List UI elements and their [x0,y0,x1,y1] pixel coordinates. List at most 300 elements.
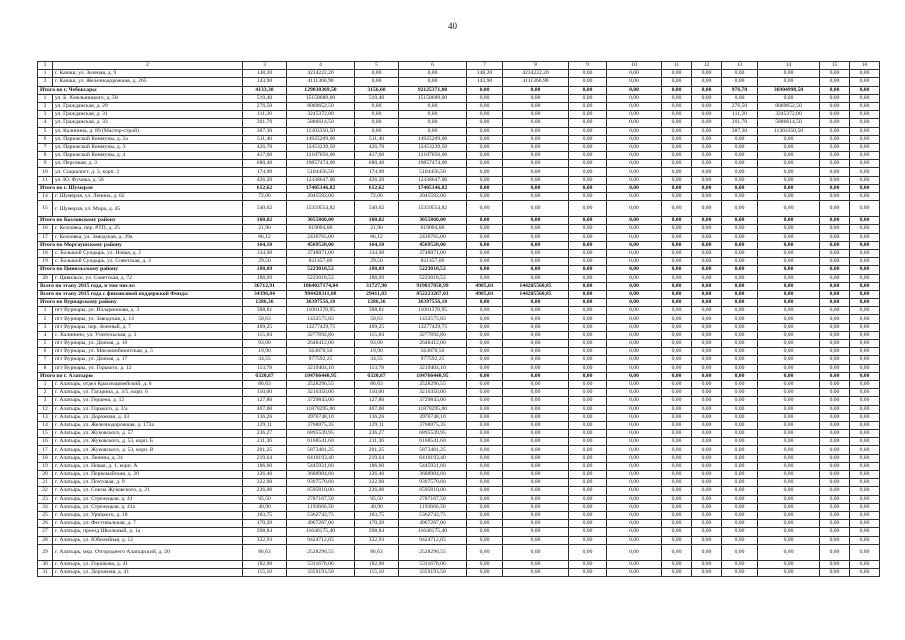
value-cell: 0,00 [662,438,692,446]
value-cell: 0,00 [692,111,722,119]
value-cell: 0,00 [467,413,503,421]
value-cell: 0,00 [662,193,692,201]
value-cell: 201,25 [355,446,399,454]
value-cell: 0,00 [467,160,503,168]
address-cell: ул. Парижской Коммуны, д. 3 [53,143,243,151]
value-cell: 0,00 [692,193,722,201]
subtotal-row [38,217,880,225]
row-number: 16 [38,438,53,446]
address-cell: г. Алатырь, ул. Дорожная, д. 43 [53,413,243,421]
value-cell: 0,00 [467,454,503,462]
table-row [38,568,880,576]
value-cell: 0,00 [758,307,820,315]
value-cell: 0,00 [820,446,850,454]
row-number: 15 [38,430,53,438]
value-cell: 0,00 [692,536,722,544]
value-cell: 0,00 [758,135,820,143]
value-cell: 0,00 [722,266,758,274]
value-cell: 6595810,00 [287,487,355,495]
value-cell: 0,00 [820,249,850,257]
value-cell: 398,84 [243,528,287,536]
value-cell: 0,00 [820,331,850,339]
value-cell: 0,00 [503,560,569,568]
value-cell: 0,00 [692,356,722,364]
value-cell: 186,60 [355,462,399,470]
value-cell: 0,00 [692,119,722,127]
value-cell: 0,00 [692,520,722,528]
value-cell: 0,00 [758,323,820,331]
row-number: 20 [38,274,53,282]
value-cell: 211,36 [355,438,399,446]
value-cell: 0,00 [692,471,722,479]
value-cell: 0,00 [662,86,692,94]
address-cell: г. Алатырь, отдел Красноармейский, д. 6 [53,380,243,388]
value-cell: 0,00 [722,152,758,160]
row-number: 4 [38,119,53,127]
table-row [38,340,880,348]
value-cell: 0,00 [758,479,820,487]
value-cell: 0,00 [467,86,503,94]
value-cell: 0,00 [758,168,820,176]
value-cell: 4985,01 [467,282,503,290]
value-cell: 29,50 [355,258,399,266]
row-number: 14 [38,193,53,201]
value-cell: 0,00 [467,274,503,282]
value-cell: 0,00 [607,389,662,397]
value-cell: 0,00 [503,266,569,274]
table-row [38,70,880,78]
value-cell: 0,00 [467,511,503,519]
value-cell: 1432575,83 [399,315,467,323]
value-cell: 0,00 [569,282,607,290]
value-cell: 0,00 [467,176,503,184]
table-row [38,364,880,372]
row-number: 4 [38,331,53,339]
address-cell: пгт Вурнары, ул. Дачная, д. 10 [53,340,243,348]
value-cell: 36712,91 [243,282,287,290]
value-cell: 0,00 [722,462,758,470]
value-cell: 15359554,82 [287,201,355,217]
value-cell: 0,00 [662,356,692,364]
address-cell: г. Алатырь, ул. Новая, д. 1, корп. А [53,462,243,470]
value-cell: 0,00 [850,201,880,217]
value-cell: 426,70 [355,143,399,151]
row-number: 6 [38,348,53,356]
table-row [38,102,880,110]
value-cell: 11303350,50 [758,127,820,135]
value-cell: 0,00 [850,380,880,388]
value-cell: 0,00 [758,372,820,380]
value-cell: 0,00 [722,160,758,168]
value-cell: 0,00 [503,217,569,225]
table-row [38,389,880,397]
value-cell: 0,00 [758,331,820,339]
value-cell: 0,00 [662,528,692,536]
value-cell: 0,00 [692,225,722,233]
value-cell: 0,00 [722,258,758,266]
value-cell: 511,40 [243,135,287,143]
value-cell: 0,00 [850,111,880,119]
value-cell: 619094,00 [399,225,467,233]
value-cell: 0,00 [722,503,758,511]
value-cell: 0,00 [722,348,758,356]
value-cell: 3219404,10 [399,364,467,372]
value-cell: 127,80 [243,397,287,405]
value-cell: 0,00 [722,446,758,454]
value-cell: 9397570,00 [287,479,355,487]
value-cell: 0,00 [662,487,692,495]
value-cell: 0,00 [820,217,850,225]
row-number: 21 [38,479,53,487]
value-cell: 0,00 [820,405,850,413]
value-cell: 0,00 [820,389,850,397]
value-cell: 148,20 [243,70,287,78]
value-cell: 0,00 [662,249,692,257]
address-cell: г. Алатырь, ул. Урицкого, д. 18 [53,511,243,519]
value-cell: 0,00 [692,405,722,413]
value-cell: 0,00 [569,471,607,479]
table-row [38,413,880,421]
value-cell: 5886614,50 [287,119,355,127]
value-cell: 0,00 [467,168,503,176]
value-cell: 3359193,50 [287,568,355,576]
value-cell: 0,00 [850,568,880,576]
value-cell: 0,00 [820,503,850,511]
address-cell: ул. Гражданская, д. 29 [53,102,243,110]
row-number: 1 [38,307,53,315]
value-cell: 0,00 [569,446,607,454]
column-number: 10 [607,62,662,70]
value-cell: 322,00 [243,479,287,487]
value-cell: 174,90 [355,168,399,176]
value-cell: 19857474,00 [287,160,355,168]
value-cell: 108,02 [243,217,287,225]
value-cell: 0,00 [850,471,880,479]
value-cell: 0,00 [467,560,503,568]
table-row [38,348,880,356]
row-number: 5 [38,127,53,135]
value-cell: 0,00 [820,413,850,421]
value-cell: 0,00 [662,495,692,503]
value-cell: 0,00 [850,102,880,110]
value-cell: 0,00 [467,201,503,217]
value-cell: 0,00 [467,143,503,151]
table-row [38,380,880,388]
value-cell: 0,00 [607,348,662,356]
value-cell: 0,00 [692,143,722,151]
value-cell: 0,00 [850,348,880,356]
value-cell: 11001378,95 [399,307,467,315]
value-cell: 0,00 [820,495,850,503]
row-number: 5 [38,340,53,348]
value-cell: 398,84 [355,528,399,536]
value-cell: 164,10 [243,241,287,249]
value-cell: 0,00 [850,160,880,168]
value-cell: 0,00 [467,307,503,315]
address-cell: г. Цивильск, ул. Советская, д. 72 [53,274,243,282]
value-cell: 0,00 [467,119,503,127]
table-row [38,152,880,160]
value-cell: 136,26 [355,413,399,421]
value-cell: 0,00 [399,119,467,127]
value-cell: 36397556,18 [287,299,355,307]
value-cell: 0,00 [850,217,880,225]
value-cell: 0,00 [569,462,607,470]
value-cell: 0,00 [722,135,758,143]
value-cell: 322,93 [243,536,287,544]
value-cell: 0,00 [607,233,662,241]
value-cell: 0,00 [607,299,662,307]
table-row [38,487,880,495]
table-row [38,405,880,413]
subtotal-label: Итого по Цивильскому району [38,266,243,274]
subtotal-label: Всего по этапу 2015 года, в том числе: [38,282,243,290]
value-cell: 0,00 [503,340,569,348]
value-cell: 0,00 [758,315,820,323]
value-cell: 0,00 [503,503,569,511]
value-cell: 0,00 [722,193,758,201]
value-cell: 0,00 [607,397,662,405]
value-cell: 0,00 [820,544,850,560]
value-cell: 0,00 [503,201,569,217]
value-cell: 29411,83 [355,290,399,298]
row-number: 23 [38,495,53,503]
column-number-row [38,62,880,70]
value-cell: 14925209,00 [399,135,467,143]
value-cell: 0,00 [820,479,850,487]
value-cell: 0,00 [503,299,569,307]
value-cell: 0,00 [820,454,850,462]
value-cell: 0,00 [467,389,503,397]
value-cell: 170,20 [243,520,287,528]
value-cell: 0,00 [850,438,880,446]
value-cell: 0,00 [467,233,503,241]
value-cell: 0,00 [692,364,722,372]
value-cell: 0,00 [607,152,662,160]
value-cell: 0,00 [503,233,569,241]
value-cell: 0,00 [503,356,569,364]
column-number: 11 [662,62,692,70]
value-cell: 0,00 [467,323,503,331]
value-cell: 0,00 [850,544,880,560]
value-cell: 0,00 [692,127,722,135]
value-cell: 0,00 [355,78,399,86]
value-cell: 0,00 [692,348,722,356]
value-cell: 0,00 [569,454,607,462]
value-cell: 0,00 [820,201,850,217]
value-cell: 11878295,00 [399,405,467,413]
value-cell: 322,93 [355,536,399,544]
table-row [38,421,880,429]
value-cell: 0,00 [503,323,569,331]
value-cell: 0,00 [503,184,569,192]
value-cell: 0,00 [850,274,880,282]
value-cell: 5104456,50 [399,168,467,176]
value-cell: 6895539,95 [287,430,355,438]
value-cell: 164,10 [355,241,399,249]
address-cell: пгт Вурнары, ул. Заводская, д. 14 [53,315,243,323]
value-cell: 0,00 [820,119,850,127]
value-cell: 115,84 [243,331,287,339]
value-cell: 5362743,75 [287,511,355,519]
row-number: 16 [38,225,53,233]
column-number: 7 [467,62,503,70]
value-cell: 0,00 [820,340,850,348]
table-row [38,143,880,151]
value-cell: 0,00 [503,86,569,94]
value-cell: 0,00 [722,249,758,257]
value-cell: 0,00 [850,127,880,135]
subtotal-row [38,290,880,298]
value-cell: 226,00 [243,487,287,495]
value-cell: 0,00 [662,536,692,544]
value-cell: 0,00 [820,348,850,356]
row-number: 28 [38,536,53,544]
value-cell: 0,00 [399,70,467,78]
value-cell: 129,11 [355,421,399,429]
value-cell: 0,00 [820,184,850,192]
value-cell: 0,00 [569,176,607,184]
value-cell: 0,00 [692,233,722,241]
value-cell: 0,00 [569,323,607,331]
value-cell: 0,00 [607,290,662,298]
value-cell: 0,00 [503,421,569,429]
value-cell: 0,00 [820,511,850,519]
value-cell: 0,00 [820,78,850,86]
value-cell: 0,00 [467,438,503,446]
value-cell: 0,00 [503,193,569,201]
value-cell: 0,00 [467,446,503,454]
value-cell: 0,00 [758,421,820,429]
subtotal-row [38,282,880,290]
value-cell: 12187656,00 [399,152,467,160]
column-number: 6 [399,62,467,70]
subtotal-label: Всего по этапу 2015 года с финансовой поддержкой Фонда: [38,290,243,298]
table-row [38,503,880,511]
value-cell: 0,00 [692,102,722,110]
value-cell: 0,00 [607,249,662,257]
value-cell: 144205560,85 [503,290,569,298]
value-cell: 426,70 [243,143,287,151]
value-cell: 0,00 [607,495,662,503]
value-cell: 276,50 [243,102,287,110]
value-cell: 0,00 [662,201,692,217]
column-number: 14 [758,62,820,70]
address-cell: г. Алатырь, ул. Гагарина, д. 3/5, корп. 6 [53,389,243,397]
value-cell: 1193666,50 [399,503,467,511]
value-cell: 0,00 [758,70,820,78]
table-row [38,560,880,568]
value-cell: 0,00 [758,274,820,282]
value-cell: 0,00 [569,348,607,356]
value-cell: 0,00 [820,70,850,78]
value-cell: 0,00 [850,405,880,413]
column-number: 8 [503,62,569,70]
row-number: 3 [38,111,53,119]
value-cell: 0,00 [503,348,569,356]
value-cell: 0,00 [569,86,607,94]
value-cell: 1286,36 [243,299,287,307]
address-cell: г. Алатырь, ул. Фестивальная, д. 7 [53,520,243,528]
value-cell: 0,00 [692,438,722,446]
table-row [38,315,880,323]
value-cell: 36904998,50 [758,86,820,94]
value-cell: 0,00 [662,160,692,168]
value-cell: 0,00 [607,143,662,151]
value-cell: 0,00 [662,102,692,110]
value-cell: 0,00 [722,528,758,536]
value-cell: 0,00 [850,241,880,249]
value-cell: 0,00 [758,454,820,462]
value-cell: 2045592,00 [287,193,355,201]
value-cell: 0,00 [467,225,503,233]
value-cell: 0,00 [820,282,850,290]
value-cell: 0,00 [467,315,503,323]
value-cell: 0,00 [662,397,692,405]
value-cell: 0,00 [607,331,662,339]
value-cell: 12453239,50 [287,143,355,151]
value-cell: 0,00 [758,143,820,151]
value-cell: 14925209,00 [287,135,355,143]
address-cell: г. Алатырь, ул. Жуковского, д. 57 [53,430,243,438]
value-cell: 170,20 [355,520,399,528]
address-cell: г. Алатырь, ул. Дорожная, д. 41 [53,568,243,576]
value-cell: 0,00 [820,380,850,388]
value-cell: 0,00 [503,446,569,454]
column-number: 4 [287,62,355,70]
row-number: 8 [38,152,53,160]
value-cell: 0,00 [850,560,880,568]
value-cell: 0,00 [355,70,399,78]
value-cell: 0,00 [503,397,569,405]
value-cell: 0,00 [722,405,758,413]
value-cell: 387,30 [722,127,758,135]
value-cell: 0,00 [503,479,569,487]
table-row [38,520,880,528]
row-number: 10 [38,168,53,176]
value-cell: 188,69 [355,274,399,282]
value-cell: 0,00 [607,520,662,528]
value-cell: 0,00 [662,266,692,274]
value-cell: 5886614,50 [758,119,820,127]
table-row [38,438,880,446]
value-cell: 0,00 [820,94,850,102]
value-cell: 0,00 [850,495,880,503]
value-cell: 0,00 [850,511,880,519]
value-cell: 0,00 [692,495,722,503]
value-cell: 0,00 [569,405,607,413]
value-cell: 0,00 [850,290,880,298]
value-cell: 0,00 [722,340,758,348]
value-cell: 0,00 [467,430,503,438]
value-cell: 188,69 [243,266,287,274]
value-cell: 0,00 [850,528,880,536]
value-cell: 0,00 [722,479,758,487]
value-cell: 0,00 [569,413,607,421]
value-cell: 0,00 [607,405,662,413]
table-row [38,258,880,266]
value-cell: 0,00 [607,70,662,78]
value-cell: 0,00 [467,241,503,249]
value-cell: 0,00 [607,438,662,446]
value-cell: 0,00 [722,511,758,519]
value-cell: 0,00 [503,544,569,560]
value-cell: 0,00 [399,102,467,110]
value-cell: 0,00 [758,258,820,266]
value-cell: 0,00 [692,380,722,388]
value-cell: 0,00 [607,471,662,479]
value-cell: 0,00 [503,143,569,151]
